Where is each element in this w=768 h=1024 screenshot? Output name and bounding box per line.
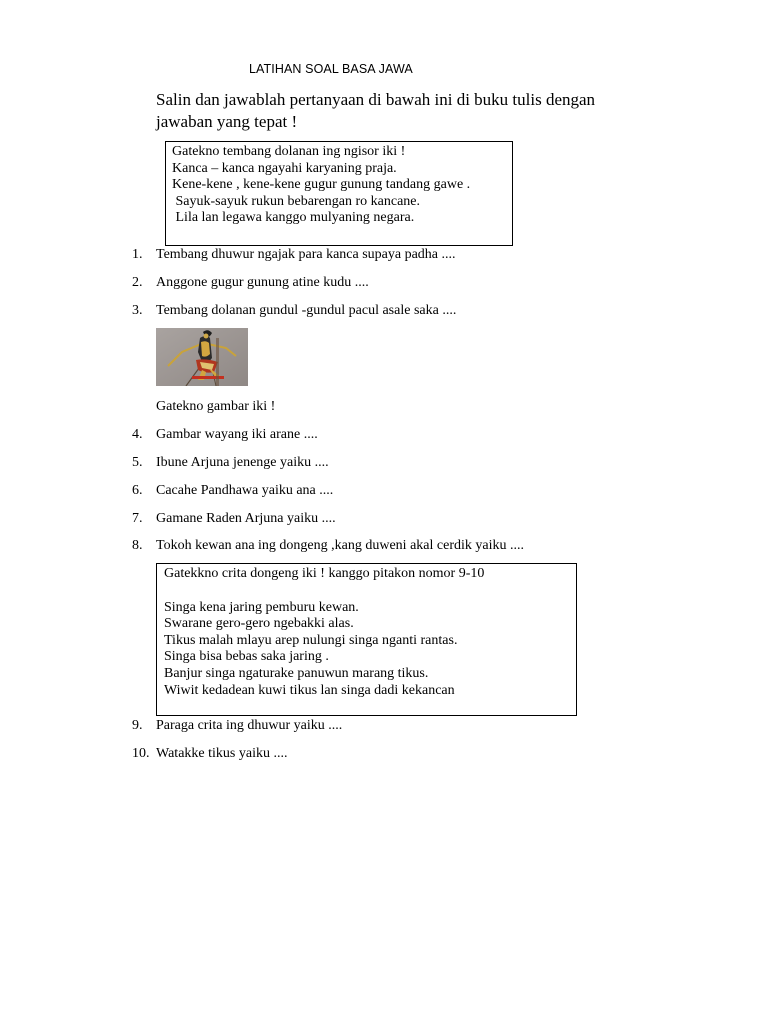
picture-caption: Gatekno gambar iki ! <box>156 399 276 414</box>
question-number: 1. <box>132 247 143 262</box>
song-line: Lila lan legawa kanggo mulyaning negara. <box>172 210 415 226</box>
question-number: 5. <box>132 455 143 470</box>
story-line: Banjur singa ngaturake panuwun marang tikus. <box>164 665 429 681</box>
question-number: 7. <box>132 511 143 526</box>
question-number: 8. <box>132 538 143 553</box>
question-text: Tembang dhuwur ngajak para kanca supaya padha .... <box>156 247 456 262</box>
question-text: Gambar wayang iki arane .... <box>156 427 318 442</box>
question-text: Tembang dolanan gundul -gundul pacul asale saka .... <box>156 303 457 318</box>
question-text: Tokoh kewan ana ing dongeng ,kang duweni akal cerdik yaiku .... <box>156 538 524 553</box>
story-spacer <box>164 583 576 600</box>
question-number: 4. <box>132 427 143 442</box>
question-text: Ibune Arjuna jenenge yaiku .... <box>156 455 329 470</box>
wayang-arjuna-image <box>156 328 248 386</box>
wayang-picture <box>156 328 248 386</box>
song-line: Kene-kene , kene-kene gugur gunung tandang gawe . <box>172 177 471 193</box>
worksheet-title: LATIHAN SOAL BASA JAWA <box>249 62 413 76</box>
question-number: 6. <box>132 483 143 498</box>
instruction-text: Salin dan jawablah pertanyaan di bawah ini di buku tulis dengan jawaban yang tepat ! <box>156 90 596 131</box>
story-line: Tikus malah mlayu arep nulungi singa nganti rantas. <box>164 632 458 648</box>
story-heading: Gatekkno crita dongeng iki ! kanggo pitakon nomor 9-10 <box>164 566 485 581</box>
story-line: Swarane gero-gero ngebakki alas. <box>164 616 354 632</box>
question-text: Gamane Raden Arjuna yaiku .... <box>156 511 336 526</box>
song-line: Gatekno tembang dolanan ing ngisor iki ! <box>172 144 406 159</box>
story-box <box>156 563 577 716</box>
story-line: Singa bisa bebas saka jaring . <box>164 649 329 665</box>
question-text: Cacahe Pandhawa yaiku ana .... <box>156 483 334 498</box>
story-line: Singa kena jaring pemburu kewan. <box>164 599 359 615</box>
story-line: Wiwit kedadean kuwi tikus lan singa dadi kekancan <box>164 682 455 698</box>
question-number: 2. <box>132 275 143 290</box>
song-line: Kanca – kanca ngayahi karyaning praja. <box>172 160 397 176</box>
question-number: 3. <box>132 303 143 318</box>
question-text: Anggone gugur gunung atine kudu .... <box>156 275 369 290</box>
question-text: Paraga crita ing dhuwur yaiku .... <box>156 718 343 733</box>
song-box <box>165 141 513 246</box>
question-number: 9. <box>132 718 143 733</box>
question-number: 10. <box>132 746 150 761</box>
question-text: Watakke tikus yaiku .... <box>156 746 288 761</box>
song-line: Sayuk-sayuk rukun bebarengan ro kancane. <box>172 193 421 209</box>
